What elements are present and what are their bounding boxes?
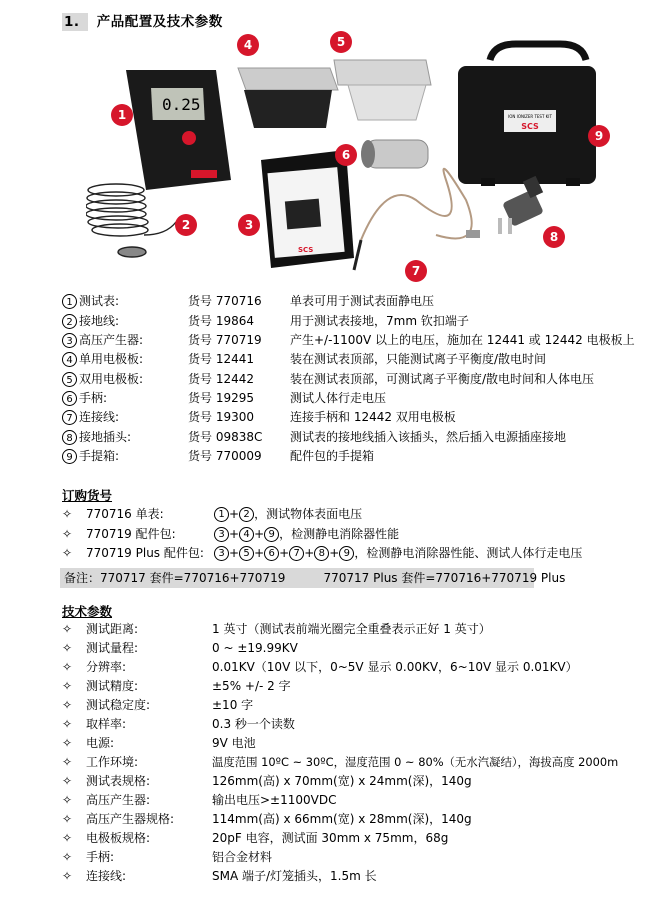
- badge-1: 1: [111, 104, 133, 126]
- part-desc: 配件包的手提箱: [290, 449, 375, 463]
- spec-row: [62, 639, 298, 657]
- part-number: 6: [62, 391, 77, 406]
- single-plate-image: [238, 68, 338, 128]
- meter-display: 0.25: [162, 95, 201, 114]
- bullet-icon: ✧: [62, 622, 73, 636]
- handle-image: [361, 140, 428, 168]
- case-brand: SCS: [521, 122, 539, 131]
- bullet-icon: ✧: [62, 717, 73, 731]
- part-number: 1: [62, 294, 77, 309]
- ground-plug-image: [498, 176, 544, 234]
- spec-label: 手柄:: [86, 850, 115, 864]
- part-name: 手柄:: [79, 391, 108, 405]
- bullet-icon: ✧: [62, 698, 73, 712]
- cable-image: [354, 169, 480, 270]
- bullet-icon: ✧: [62, 546, 73, 560]
- spec-label: 高压产生器规格:: [86, 812, 175, 826]
- part-code: 货号 19295: [188, 391, 254, 405]
- part-name: 双用电极板:: [79, 372, 144, 386]
- badge-3: 3: [238, 214, 260, 236]
- spec-label: 取样率:: [86, 717, 127, 731]
- spec-label: 工作环境:: [86, 755, 139, 769]
- badge-5: 5: [330, 31, 352, 53]
- specs-title: 技术参数: [62, 604, 113, 619]
- spec-row: [62, 791, 337, 809]
- bullet-icon: ✧: [62, 869, 73, 883]
- spec-value: 126mm(高) x 70mm(宽) x 24mm(深)，140g: [212, 774, 472, 788]
- part-number: 2: [62, 314, 77, 329]
- dual-plate-image: [334, 60, 431, 120]
- spec-label: 测试距离:: [86, 622, 139, 636]
- order-row: ✧ 770716 单表: 1 + 2 ，测试物体表面电压: [62, 507, 363, 521]
- spec-row: [62, 658, 578, 676]
- meter-image: [126, 70, 231, 190]
- bullet-icon: ✧: [62, 774, 73, 788]
- part-code: 货号 19300: [188, 410, 254, 424]
- part-name: 接地线:: [79, 314, 120, 328]
- spec-value: 1 英寸（测试表前端光圈完全重叠表示正好 1 英寸）: [212, 622, 491, 636]
- bullet-icon: ✧: [62, 850, 73, 864]
- part-desc: 连接手柄和 12442 双用电极板: [290, 410, 456, 424]
- spec-value: 9V 电池: [212, 736, 256, 750]
- spec-row: [62, 753, 619, 771]
- spec-value: 输出电压>±1100VDC: [212, 793, 337, 807]
- section-number: 1.: [62, 13, 88, 31]
- part-desc: 装在测试表顶部，只能测试离子平衡度/散电时间: [290, 352, 547, 366]
- part-desc: 产生+/-1100V 以上的电压，施加在 12441 或 12442 电极板上: [290, 333, 635, 347]
- bullet-icon: ✧: [62, 812, 73, 826]
- spec-label: 电源:: [86, 736, 115, 750]
- generator-image: [261, 150, 354, 268]
- part-desc: 测试人体行走电压: [290, 391, 387, 405]
- spec-label: 测试稳定度:: [86, 698, 151, 712]
- order-row: ✧ 770719 配件包: 3 + 4 + 9 ，检测静电消除器性能: [62, 527, 400, 541]
- generator-brand: SCS: [298, 246, 314, 254]
- part-desc: 单表可用于测试表面静电压: [290, 294, 435, 308]
- bullet-icon: ✧: [62, 641, 73, 655]
- part-number: 9: [62, 449, 77, 464]
- part-code: 货号 770719: [188, 333, 262, 347]
- part-number: 7: [62, 410, 77, 425]
- bullet-icon: ✧: [62, 679, 73, 693]
- spec-label: 测试精度:: [86, 679, 139, 693]
- order-name: 770719 Plus 配件包:: [86, 546, 204, 560]
- order-row: ✧ 770719 Plus 配件包: 3 + 5 + 6 + 7 + 8 + 9 ，检测静电消除器性能、测试人体行走电压: [62, 546, 583, 560]
- spec-value: 20pF 电容，测试面 30mm x 75mm，68g: [212, 831, 449, 845]
- spec-value: SMA 端子/灯笼插头，1.5m 长: [212, 869, 377, 883]
- spec-row: [62, 810, 472, 828]
- spec-row: [62, 696, 254, 714]
- ground-cord-image: [86, 184, 176, 257]
- spec-row: [62, 715, 295, 733]
- order-name: 770716 单表:: [86, 507, 164, 521]
- bullet-icon: ✧: [62, 507, 73, 521]
- part-desc: 用于测试表接地，7mm 钦扣端子: [290, 314, 469, 328]
- product-photos: [86, 30, 626, 290]
- part-code: 货号 19864: [188, 314, 254, 328]
- spec-row: [62, 677, 291, 695]
- bullet-icon: ✧: [62, 660, 73, 674]
- spec-label: 电极板规格:: [86, 831, 151, 845]
- part-name: 手提箱:: [79, 449, 120, 463]
- spec-row: [62, 734, 256, 752]
- spec-row: [62, 772, 472, 790]
- spec-value: 114mm(高) x 66mm(宽) x 28mm(深)，140g: [212, 812, 472, 826]
- product-photo-svg: [86, 30, 626, 290]
- part-name: 接地插头:: [79, 430, 132, 444]
- spec-label: 分辨率:: [86, 660, 127, 674]
- spec-row: [62, 829, 449, 847]
- spec-value: 铝合金材料: [212, 850, 273, 864]
- badge-2: 2: [175, 214, 197, 236]
- part-code: 货号 09838C: [188, 430, 263, 444]
- badge-6: 6: [335, 144, 357, 166]
- spec-label: 高压产生器:: [86, 793, 151, 807]
- spec-label: 测试量程:: [86, 641, 139, 655]
- badge-4: 4: [237, 34, 259, 56]
- part-number: 4: [62, 352, 77, 367]
- part-code: 货号 12441: [188, 352, 254, 366]
- part-number: 5: [62, 372, 77, 387]
- spec-row: [62, 620, 491, 638]
- case-label: ION IONIZER TEST KIT: [508, 114, 552, 119]
- bullet-icon: ✧: [62, 793, 73, 807]
- spec-label: 测试表规格:: [86, 774, 151, 788]
- bullet-icon: ✧: [62, 527, 73, 541]
- order-note: 备注：770717 套件=770716+770719 770717 Plus 套件=770716+770719 Plus: [60, 568, 534, 588]
- carry-case-image: [458, 44, 596, 186]
- spec-value: 0.3 秒一个读数: [212, 717, 295, 731]
- spec-value: 温度范围 10ºC ~ 30ºC，湿度范围 0 ~ 80%（无水汽凝结），海拔高度 2000m: [212, 755, 619, 769]
- bullet-icon: ✧: [62, 736, 73, 750]
- part-number: 8: [62, 430, 77, 445]
- order-name: 770719 配件包:: [86, 527, 176, 541]
- badge-9: 9: [588, 125, 610, 147]
- part-name: 测试表:: [79, 294, 120, 308]
- spec-value: 0.01KV（10V 以下，0~5V 显示 0.00KV，6~10V 显示 0.01KV）: [212, 660, 578, 674]
- spec-row: [62, 848, 273, 866]
- part-number: 3: [62, 333, 77, 348]
- badge-8: 8: [543, 226, 565, 248]
- part-code: 货号 770009: [188, 449, 262, 463]
- bullet-icon: ✧: [62, 831, 73, 845]
- bullet-icon: ✧: [62, 755, 73, 769]
- part-desc: 装在测试表顶部，可测试离子平衡度/散电时间和人体电压: [290, 372, 595, 386]
- spec-value: ±5% +/- 2 字: [212, 679, 291, 693]
- part-name: 高压产生器:: [79, 333, 144, 347]
- section-title: 产品配置及技术参数: [96, 14, 223, 30]
- part-name: 单用电极板:: [79, 352, 144, 366]
- spec-value: 0 ~ ±19.99KV: [212, 641, 298, 655]
- badge-7: 7: [405, 260, 427, 282]
- part-code: 货号 770716: [188, 294, 262, 308]
- spec-label: 连接线:: [86, 869, 127, 883]
- order-title: 订购货号: [62, 488, 113, 503]
- section-heading: [62, 10, 223, 31]
- part-name: 连接线:: [79, 410, 120, 424]
- spec-row: [62, 867, 377, 885]
- spec-value: ±10 字: [212, 698, 254, 712]
- part-desc: 测试表的接地线插入该插头，然后插入电源插座接地: [290, 430, 567, 444]
- part-code: 货号 12442: [188, 372, 254, 386]
